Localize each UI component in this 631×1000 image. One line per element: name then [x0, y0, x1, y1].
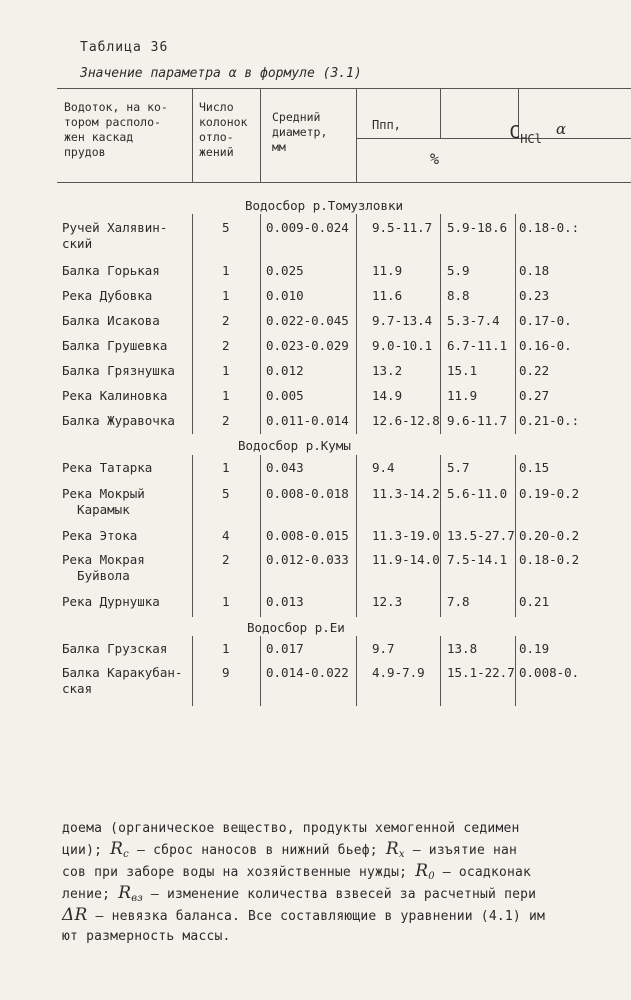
cell-chcl: 8.8	[447, 288, 470, 303]
cell-alpha: 0.16-0.	[519, 338, 572, 353]
header-bottom-rule	[57, 182, 631, 183]
symbol-rvz	[118, 883, 143, 903]
cell-ppp: 9.7-13.4	[372, 313, 433, 328]
col-divider	[192, 214, 193, 434]
cell-ppp: 11.6	[372, 288, 403, 303]
cell-mean-diameter: 0.013	[266, 594, 304, 609]
cell-watercourse: Река Татарка	[62, 460, 153, 475]
cell-watercourse: Балка Грузская	[62, 641, 168, 656]
cell-chcl: 7.8	[447, 594, 470, 609]
cell-column-count: 1	[222, 594, 230, 609]
group-title: Водосбор р.Томузловки	[245, 198, 404, 213]
cell-alpha: 0.21-0.:	[519, 413, 580, 428]
cell-ppp: 9.4	[372, 460, 395, 475]
cell-watercourse: Балка Грязнушка	[62, 363, 175, 378]
cell-column-count: 1	[222, 460, 230, 475]
cell-mean-diameter: 0.012	[266, 363, 304, 378]
cell-watercourse: Река Дурнушка	[62, 594, 160, 609]
cell-ppp: 11.3-14.2	[372, 486, 440, 501]
col-divider	[440, 455, 441, 617]
col-divider	[192, 88, 193, 182]
body-text-span: ют размерность массы.	[62, 929, 231, 944]
cell-column-count: 2	[222, 413, 230, 428]
cell-chcl: 7.5-14.1	[447, 552, 508, 567]
cell-chcl: 6.7-11.1	[447, 338, 508, 353]
cell-column-count: 5	[222, 486, 230, 501]
cell-ppp: 11.9-14.0	[372, 552, 440, 567]
cell-ppp: 12.3	[372, 594, 403, 609]
col-divider	[192, 636, 193, 706]
symbol-delta-r: ΔR	[62, 905, 88, 925]
table-title: Значение параметра α в формуле (3.1)	[80, 66, 362, 81]
header-percent-unit: %	[430, 150, 440, 168]
header-ppp: Ппп,	[372, 118, 401, 132]
cell-chcl: 13.8	[447, 641, 478, 656]
body-text-span: – изъятие нан	[412, 843, 518, 858]
cell-column-count: 4	[222, 528, 230, 543]
cell-watercourse: Река Дубовка	[62, 288, 153, 303]
cell-mean-diameter: 0.023-0.029	[266, 338, 349, 353]
cell-mean-diameter: 0.022-0.045	[266, 313, 349, 328]
cell-chcl: 5.9-18.6	[447, 220, 508, 235]
header-chcl-sub: HCl	[520, 132, 542, 146]
cell-column-count: 1	[222, 363, 230, 378]
cell-column-count: 2	[222, 338, 230, 353]
body-line-1	[62, 818, 520, 840]
cell-chcl: 13.5-27.7	[447, 528, 515, 543]
cell-watercourse: Балка Каракубан- ская	[62, 665, 183, 696]
cell-watercourse: Река Этока	[62, 528, 138, 543]
cell-mean-diameter: 0.043	[266, 460, 304, 475]
cell-mean-diameter: 0.010	[266, 288, 304, 303]
cell-alpha: 0.22	[519, 363, 550, 378]
cell-alpha: 0.19	[519, 641, 550, 656]
symbol-rc	[110, 839, 129, 859]
cell-chcl: 5.6-11.0	[447, 486, 508, 501]
cell-ppp: 11.9	[372, 263, 403, 278]
cell-ppp: 13.2	[372, 363, 403, 378]
body-text-span: – осадконак	[442, 865, 532, 880]
cell-watercourse: Река Мокрый Карамык	[62, 486, 145, 517]
cell-mean-diameter: 0.005	[266, 388, 304, 403]
body-line-6	[62, 926, 231, 948]
header-chcl	[466, 110, 542, 162]
cell-column-count: 1	[222, 641, 230, 656]
body-text-span: – изменение количества взвесей за расчетный пери	[150, 887, 537, 902]
col-divider	[260, 214, 261, 434]
cell-chcl: 15.1	[447, 363, 478, 378]
cell-chcl: 5.3-7.4	[447, 313, 500, 328]
table-top-rule	[57, 88, 631, 89]
cell-chcl: 11.9	[447, 388, 478, 403]
cell-alpha: 0.23	[519, 288, 550, 303]
symbol-r0	[415, 861, 435, 881]
col-divider	[515, 636, 516, 706]
cell-column-count: 5	[222, 220, 230, 235]
body-text-span: ции);	[62, 843, 103, 858]
col-divider	[440, 214, 441, 434]
cell-chcl: 5.9	[447, 263, 470, 278]
body-line-5	[62, 904, 545, 928]
cell-mean-diameter: 0.012-0.033	[266, 552, 349, 567]
body-text-span: доема (органическое вещество, продукты хемогенной седимен	[62, 821, 520, 836]
cell-alpha: 0.008-0.	[519, 665, 580, 680]
cell-column-count: 2	[222, 552, 230, 567]
cell-chcl: 15.1-22.7	[447, 665, 515, 680]
cell-watercourse: Балка Грушевка	[62, 338, 168, 353]
col-divider	[356, 88, 357, 182]
col-divider	[260, 455, 261, 617]
cell-mean-diameter: 0.025	[266, 263, 304, 278]
col-divider	[515, 214, 516, 434]
header-watercourse: Водоток, на ко- тором располо- жен каскад прудов	[64, 100, 168, 159]
symbol-rx	[386, 839, 405, 859]
cell-ppp: 11.3-19.0	[372, 528, 440, 543]
cell-ppp: 12.6-12.8	[372, 413, 440, 428]
cell-alpha: 0.17-0.	[519, 313, 572, 328]
cell-watercourse: Балка Исакова	[62, 313, 160, 328]
cell-mean-diameter: 0.008-0.015	[266, 528, 349, 543]
cell-watercourse: Река Калиновка	[62, 388, 168, 403]
cell-alpha: 0.21	[519, 594, 550, 609]
col-divider	[515, 455, 516, 617]
symbol-subscript: вз	[131, 893, 143, 904]
col-divider	[260, 636, 261, 706]
cell-alpha: 0.18-0.2	[519, 552, 580, 567]
cell-column-count: 1	[222, 288, 230, 303]
col-divider	[192, 455, 193, 617]
table-label: Таблица 36	[80, 40, 169, 55]
cell-watercourse: Балка Горькая	[62, 263, 160, 278]
cell-alpha: 0.19-0.2	[519, 486, 580, 501]
cell-ppp: 9.5-11.7	[372, 220, 433, 235]
body-text-span: – сброс наносов в нижний бьеф;	[137, 843, 378, 858]
col-divider	[356, 455, 357, 617]
group-title: Водосбор р.Еи	[247, 620, 345, 635]
cell-alpha: 0.27	[519, 388, 550, 403]
symbol-letter: R	[385, 839, 399, 859]
body-text-span: ление;	[62, 887, 111, 902]
cell-ppp: 9.0-10.1	[372, 338, 433, 353]
symbol-letter: R	[110, 839, 124, 859]
col-divider	[440, 636, 441, 706]
body-text-span: – невязка баланса. Все составляющие в уравнении (4.1) им	[95, 909, 546, 924]
col-divider	[356, 636, 357, 706]
cell-column-count: 1	[222, 388, 230, 403]
symbol-subscript: 0	[428, 871, 435, 882]
cell-mean-diameter: 0.014-0.022	[266, 665, 349, 680]
col-divider	[356, 214, 357, 434]
cell-watercourse: Балка Журавочка	[62, 413, 175, 428]
header-column-count: Число колонок отло- жений	[199, 100, 248, 159]
symbol-subscript: c	[123, 849, 129, 860]
col-divider	[260, 88, 261, 182]
cell-column-count: 1	[222, 263, 230, 278]
symbol-letter: R	[415, 861, 429, 881]
cell-alpha: 0.18-0.:	[519, 220, 580, 235]
header-mean-diameter: Средний диаметр, мм	[272, 110, 328, 154]
symbol-letter: R	[118, 883, 132, 903]
cell-mean-diameter: 0.011-0.014	[266, 413, 349, 428]
header-chcl-letter: C	[509, 122, 521, 143]
cell-watercourse: Ручей Халявин- ский	[62, 220, 168, 251]
header-alpha: α	[556, 120, 567, 138]
cell-alpha: 0.18	[519, 263, 550, 278]
col-divider	[440, 88, 441, 138]
cell-ppp: 4.9-7.9	[372, 665, 425, 680]
group-title: Водосбор р.Кумы	[238, 438, 351, 453]
cell-watercourse: Река Мокрая Буйвола	[62, 552, 145, 583]
cell-mean-diameter: 0.008-0.018	[266, 486, 349, 501]
cell-column-count: 9	[222, 665, 230, 680]
cell-column-count: 2	[222, 313, 230, 328]
cell-ppp: 14.9	[372, 388, 403, 403]
symbol-subscript: x	[398, 849, 405, 860]
cell-chcl: 5.7	[447, 460, 470, 475]
cell-mean-diameter: 0.009-0.024	[266, 220, 349, 235]
cell-alpha: 0.15	[519, 460, 550, 475]
cell-chcl: 9.6-11.7	[447, 413, 508, 428]
cell-alpha: 0.20-0.2	[519, 528, 580, 543]
cell-ppp: 9.7	[372, 641, 395, 656]
cell-mean-diameter: 0.017	[266, 641, 304, 656]
body-text-span: сов при заборе воды на хозяйственные нужды;	[62, 865, 408, 880]
